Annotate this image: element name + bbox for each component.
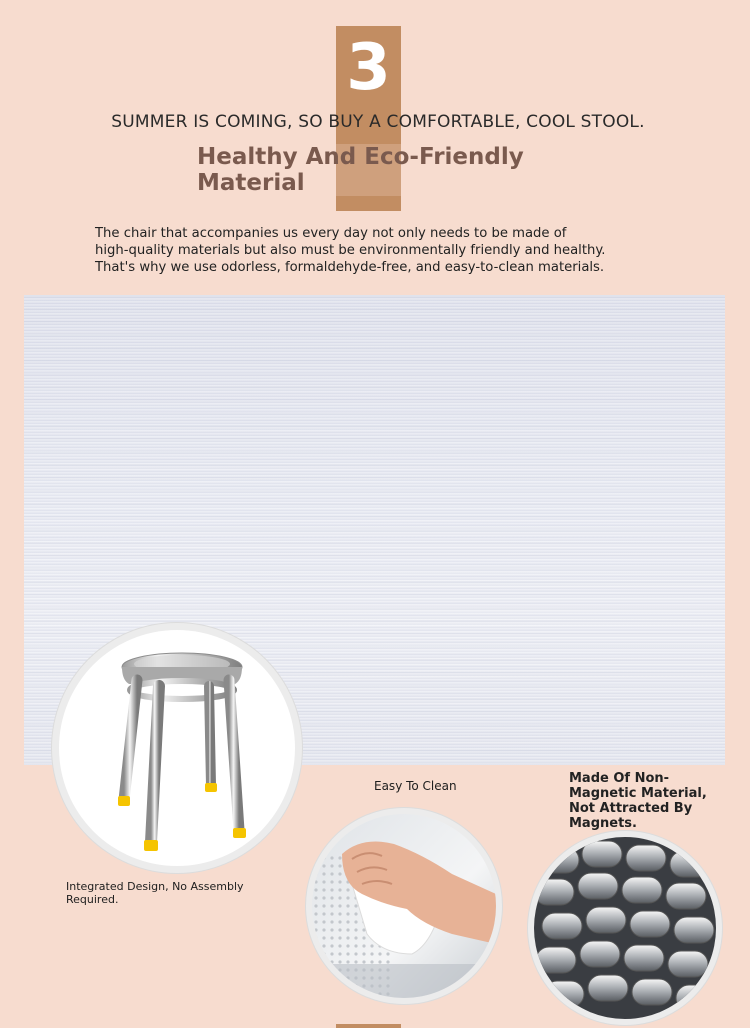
hand-wiping-illustration <box>312 814 496 998</box>
section-description <box>95 225 655 276</box>
easy-clean-caption: Easy To Clean <box>374 779 457 793</box>
description-line-1: The chair that accompanies us every day not only needs to be made of <box>95 226 567 241</box>
heading-line-1: Healthy And Eco-Friendly <box>197 144 524 170</box>
next-section-accent <box>336 1024 401 1028</box>
magnets-image-circle <box>528 831 722 1025</box>
section-heading <box>197 144 527 196</box>
description-line-3: That's why we use odorless, formaldehyde-free, and easy-to-clean materials. <box>95 260 605 275</box>
description-line-2: high-quality materials but also must be environmentally friendly and healthy. <box>95 243 606 258</box>
integrated-design-caption: Integrated Design, No Assembly Required. <box>66 880 244 906</box>
stool-image-circle <box>52 623 302 873</box>
stool-illustration <box>59 630 295 866</box>
slogan: SUMMER IS COMING, SO BUY A COMFORTABLE, COOL STOOL. <box>111 112 645 132</box>
magnets-illustration <box>534 837 716 1019</box>
section-number: 3 <box>346 31 391 105</box>
heading-line-2: Material <box>197 170 305 196</box>
easy-clean-image-circle <box>306 808 502 1004</box>
non-magnetic-caption: Made Of Non-Magnetic Material, Not Attracted By Magnets. <box>569 771 707 831</box>
